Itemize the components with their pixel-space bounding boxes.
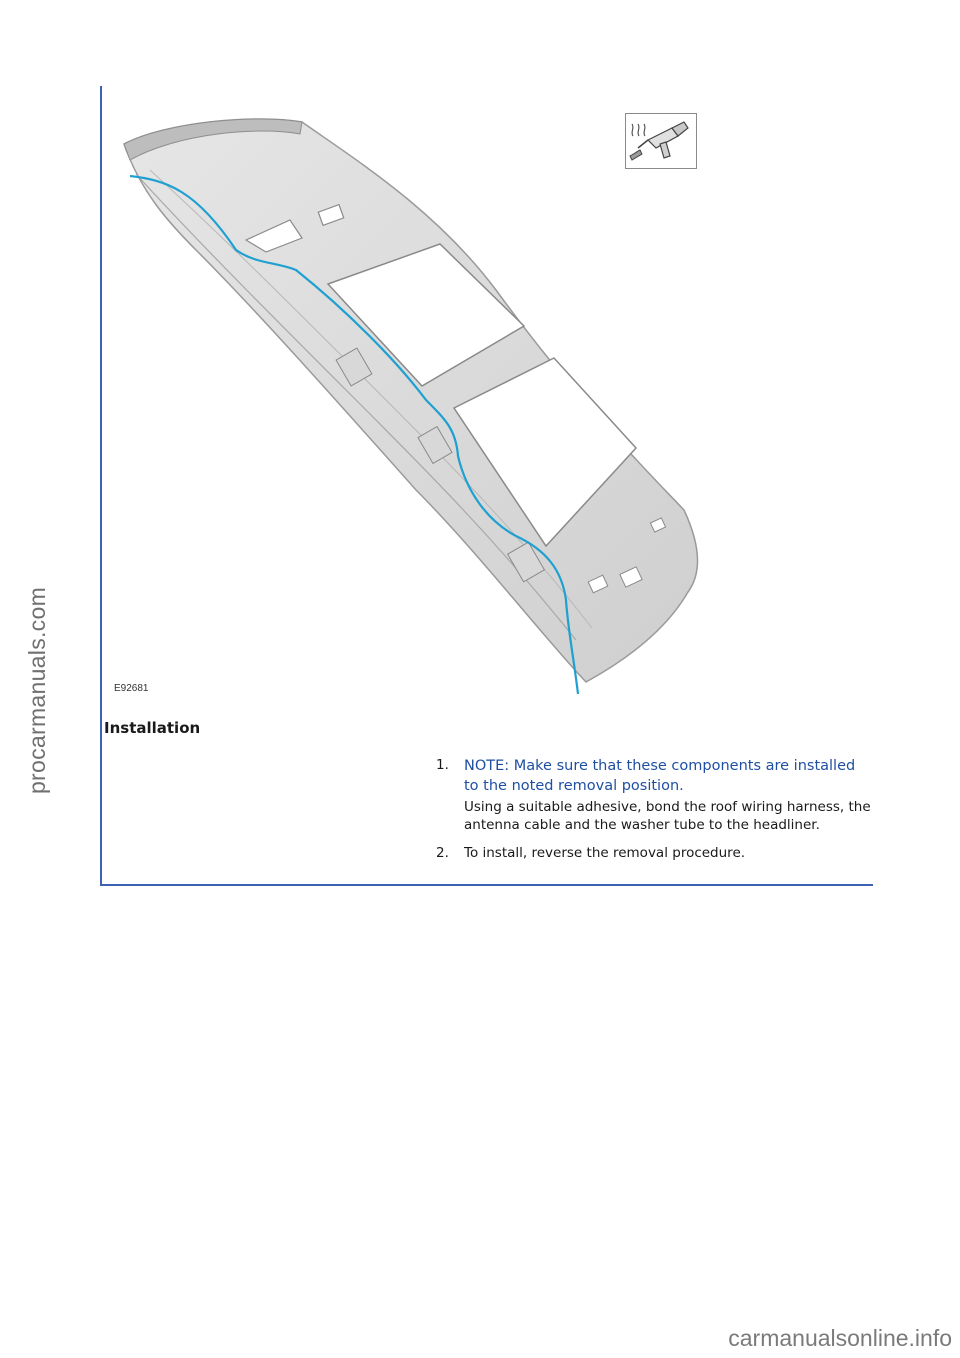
figure-id: E92681: [114, 683, 149, 694]
section-heading: Installation: [104, 719, 201, 737]
step-number: 2.: [436, 845, 449, 861]
bottom-watermark: carmanualsonline.info: [728, 1325, 952, 1351]
step-2: [432, 844, 872, 862]
glue-gun-icon: [625, 113, 697, 169]
step-text: To install, reverse the removal procedure.: [464, 845, 746, 861]
side-watermark-text: procarmanuals.com: [24, 586, 51, 794]
step-text: Using a suitable adhesive, bond the roof wiring harness, the antenna cable and the washer tube to the headliner.: [464, 799, 871, 833]
content-border-bottom: [100, 884, 873, 886]
step-note: NOTE: Make sure that these components are installed to the noted removal position.: [464, 758, 856, 794]
installation-steps: [432, 756, 872, 872]
headliner-drawing: [106, 100, 726, 710]
headliner-illustration: [106, 100, 726, 710]
step-number: 1.: [436, 757, 449, 773]
content-border-left: [100, 86, 102, 886]
side-watermark: [18, 560, 58, 820]
step-1: [432, 756, 872, 834]
